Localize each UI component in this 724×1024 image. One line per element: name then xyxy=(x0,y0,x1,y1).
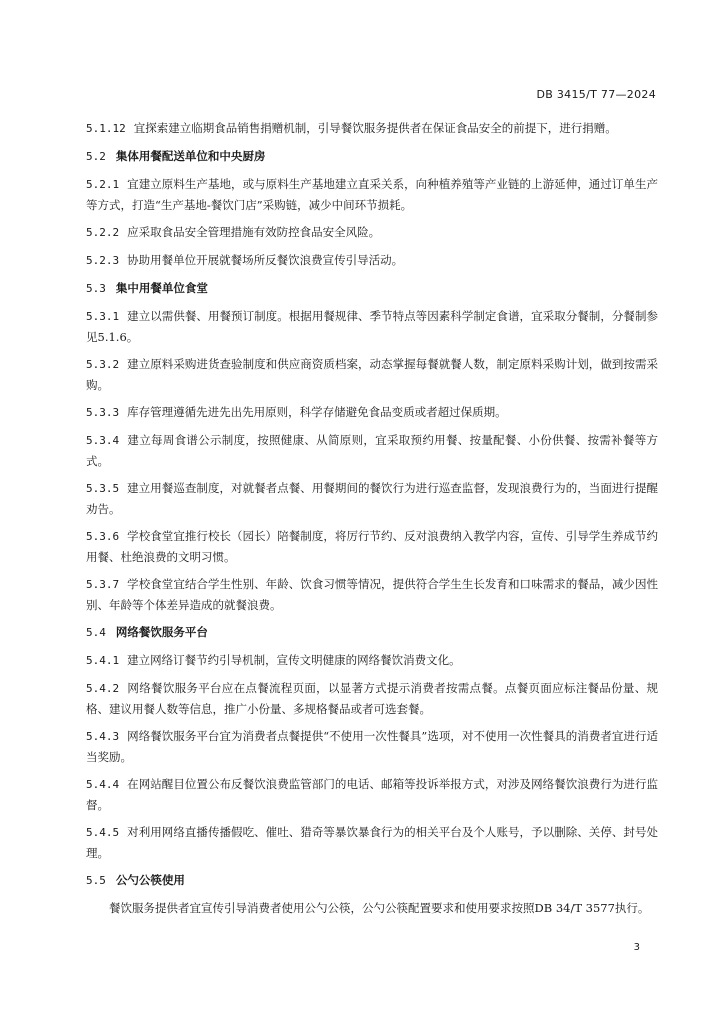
body-paragraph: 餐饮服务提供者宜宣传引导消费者使用公勺公筷，公勺公筷配置要求和使用要求按照DB 34/T 3577执行。 xyxy=(109,901,650,915)
clause-text: 网络餐饮服务平台应在点餐流程页面，以显著方式提示消费者按需点餐。点餐页面应标注餐品份量、规格、建议用餐人数等信息，推广小份量、多规格餐品或者可选套餐。 xyxy=(86,681,658,716)
clause-number: 5.2.2 xyxy=(86,226,120,239)
clause-paragraph xyxy=(86,118,658,139)
clause-number: 5.4.1 xyxy=(86,654,120,667)
clause-text: 库存管理遵循先进先出先用原则，科学存储避免食品变质或者超过保质期。 xyxy=(127,405,507,419)
clause-paragraph xyxy=(86,574,658,615)
section-title: 公勺公筷使用 xyxy=(115,873,185,887)
section-title: 集中用餐单位食堂 xyxy=(115,281,208,295)
clause-paragraph xyxy=(86,822,658,863)
section-number: 5.4 xyxy=(86,626,106,639)
clause-paragraph xyxy=(86,354,658,395)
clause-text: 协助用餐单位开展就餐场所反餐饮浪费宣传引导活动。 xyxy=(127,253,404,267)
clause-paragraph xyxy=(86,430,658,471)
clause-paragraph xyxy=(86,726,658,767)
clause-number: 5.3.4 xyxy=(86,434,120,447)
clause-number: 5.3.6 xyxy=(86,530,120,543)
clause-text: 应采取食品安全管理措施有效防控食品安全风险。 xyxy=(127,225,381,239)
clause-paragraph xyxy=(86,478,658,519)
section-number: 5.5 xyxy=(86,874,106,887)
section-heading xyxy=(86,146,658,167)
clause-paragraph xyxy=(86,250,658,271)
clause-text: 宜探索建立临期食品销售捐赠机制，引导餐饮服务提供者在保证食品安全的前提下，进行捐赠。 xyxy=(133,121,617,135)
section-heading xyxy=(86,278,658,299)
clause-paragraph xyxy=(86,402,658,423)
clause-paragraph xyxy=(86,306,658,347)
clause-paragraph xyxy=(86,222,658,243)
section-number: 5.3 xyxy=(86,282,106,295)
clause-number: 5.4.4 xyxy=(86,778,120,791)
clause-number: 5.3.1 xyxy=(86,310,120,323)
clause-number: 5.1.12 xyxy=(86,122,126,135)
clause-text: 建立用餐巡查制度，对就餐者点餐、用餐期间的餐饮行为进行巡查监督，发现浪费行为的，当面进行提醒劝告。 xyxy=(86,481,658,516)
clause-text: 网络餐饮服务平台宜为消费者点餐提供“不使用一次性餐具”选项，对不使用一次性餐具的消费者宜进行适当奖励。 xyxy=(86,729,658,764)
document-body xyxy=(86,118,658,925)
page-number: 3 xyxy=(633,942,640,953)
clause-text: 建立网络订餐节约引导机制，宣传文明健康的网络餐饮消费文化。 xyxy=(127,653,461,667)
clause-number: 5.2.3 xyxy=(86,254,120,267)
section-title: 集体用餐配送单位和中央厨房 xyxy=(115,149,266,163)
clause-text: 对利用网络直播传播假吃、催吐、猎奇等暴饮暴食行为的相关平台及个人账号，予以删除、关停、封号处理。 xyxy=(86,825,658,860)
clause-number: 5.3.3 xyxy=(86,406,120,419)
clause-number: 5.4.5 xyxy=(86,826,120,839)
standard-code: DB 3415/T 77—2024 xyxy=(536,88,656,101)
clause-number: 5.3.5 xyxy=(86,482,120,495)
clause-paragraph xyxy=(86,678,658,719)
section-heading xyxy=(86,870,658,891)
clause-number: 5.4.2 xyxy=(86,682,120,695)
clause-text: 建立原料采购进货查验制度和供应商资质档案，动态掌握每餐就餐人数，制定原料采购计划，做到按需采购。 xyxy=(86,357,658,392)
clause-number: 5.2.1 xyxy=(86,178,120,191)
clause-paragraph xyxy=(86,650,658,671)
clause-text: 宜建立原料生产基地，或与原料生产基地建立直采关系，向种植养殖等产业链的上游延伸，通过订单生产等方式，打造“生产基地-餐饮门店”采购链，减少中间环节损耗。 xyxy=(86,177,658,212)
section-title: 网络餐饮服务平台 xyxy=(115,625,208,639)
clause-number: 5.3.2 xyxy=(86,358,120,371)
clause-text: 在网站醒目位置公布反餐饮浪费监管部门的电话、邮箱等投诉举报方式，对涉及网络餐饮浪费行为进行监督。 xyxy=(86,777,658,812)
clause-number: 5.4.3 xyxy=(86,730,120,743)
clause-paragraph xyxy=(86,526,658,567)
clause-text: 学校食堂宜推行校长（园长）陪餐制度，将厉行节约、反对浪费纳入教学内容，宣传、引导学生养成节约用餐、杜绝浪费的文明习惯。 xyxy=(86,529,658,564)
clause-text: 学校食堂宜结合学生性别、年龄、饮食习惯等情况，提供符合学生生长发育和口味需求的餐品，减少因性别、年龄等个体差异造成的就餐浪费。 xyxy=(86,577,658,612)
clause-text: 建立每周食谱公示制度，按照健康、从简原则，宜采取预约用餐、按量配餐、小份供餐、按需补餐等方式。 xyxy=(86,433,658,468)
section-heading xyxy=(86,622,658,643)
clause-text: 建立以需供餐、用餐预订制度。根据用餐规律、季节特点等因素科学制定食谱，宜采取分餐制，分餐制参见5.1.6。 xyxy=(86,309,658,344)
clause-paragraph xyxy=(86,774,658,815)
clause-paragraph xyxy=(86,174,658,215)
section-number: 5.2 xyxy=(86,150,106,163)
clause-number: 5.3.7 xyxy=(86,578,120,591)
